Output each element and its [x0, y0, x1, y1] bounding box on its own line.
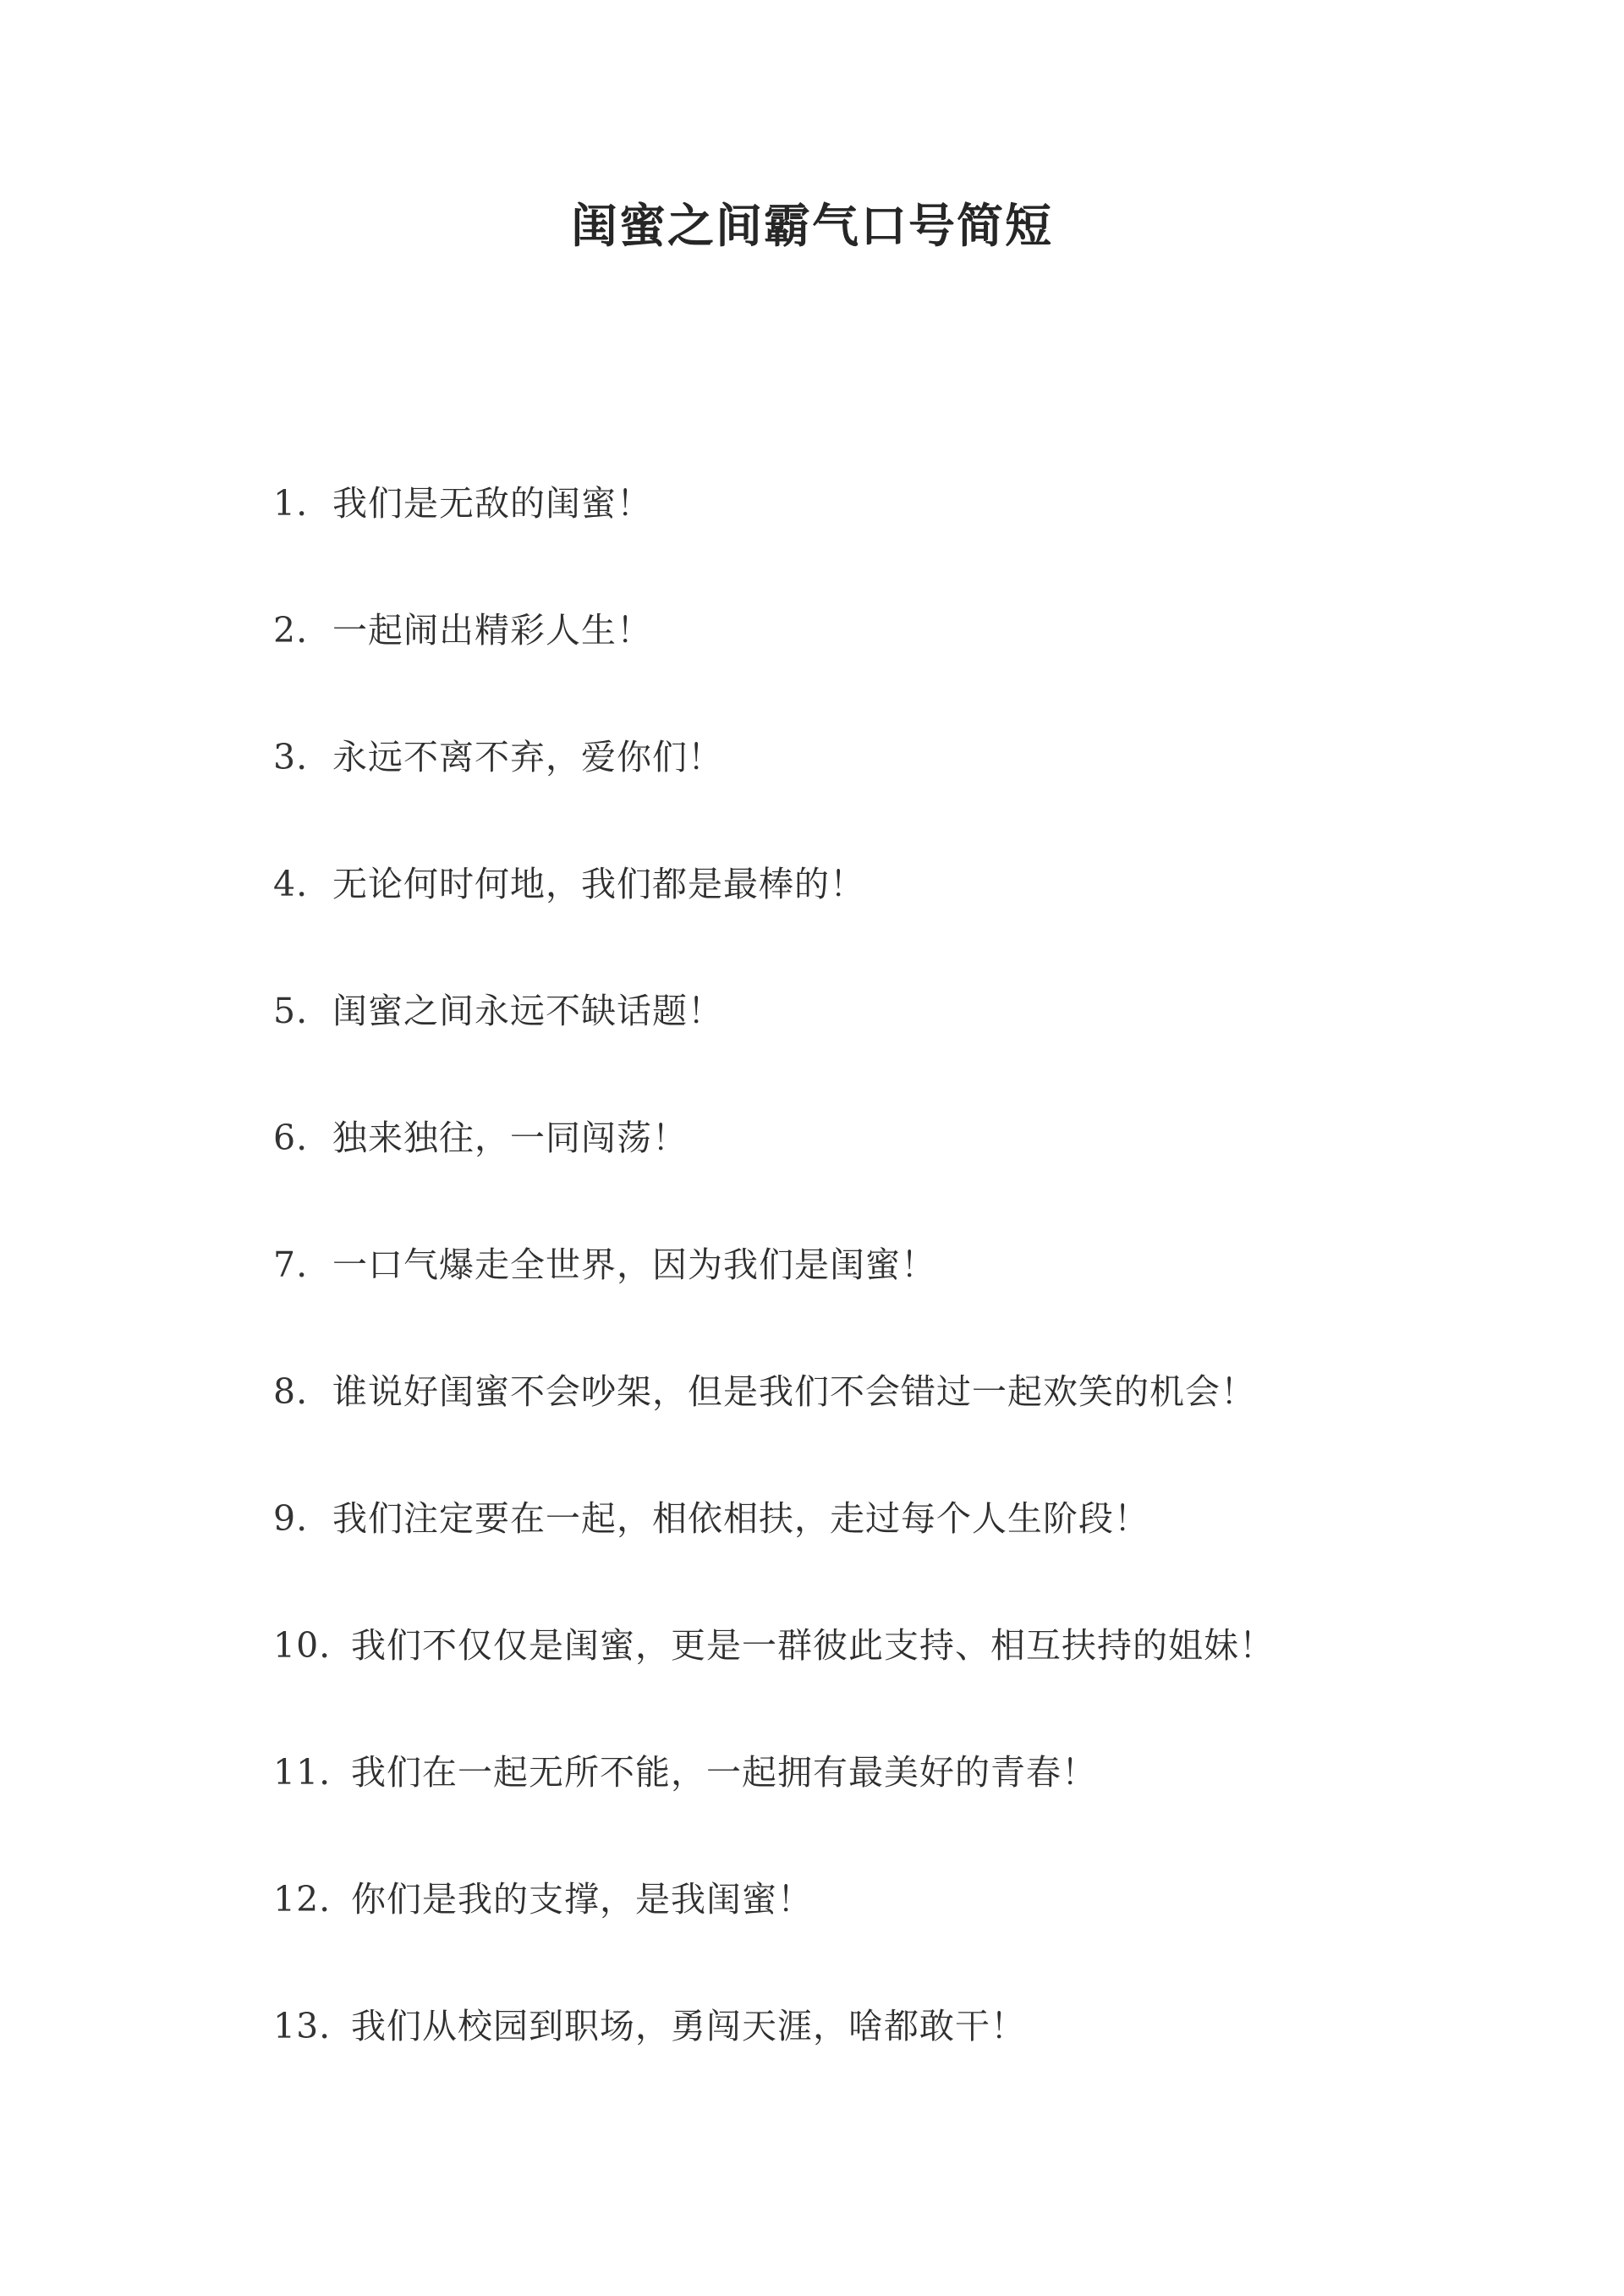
- list-item: [273, 1582, 1457, 1709]
- item-text: 我们不仅仅是闺蜜，更是一群彼此支持、相互扶持的姐妹！: [351, 1625, 1275, 1666]
- list-item: [273, 1074, 1457, 1201]
- item-text: 独来独往，一同闯荡！: [332, 1118, 688, 1158]
- item-text: 我们是无敌的闺蜜！: [332, 483, 652, 524]
- item-number: 4.: [273, 864, 309, 904]
- item-number: 6.: [273, 1118, 309, 1158]
- item-number: 12.: [273, 1879, 332, 1920]
- list-item: [273, 1963, 1457, 2090]
- list-item: [273, 1709, 1457, 1836]
- item-number: 1.: [273, 483, 309, 524]
- item-text: 闺蜜之间永远不缺话题！: [332, 991, 723, 1031]
- item-number: 7.: [273, 1244, 309, 1285]
- item-text: 我们从校园到职场，勇闯天涯，啥都敢干！: [351, 2006, 1026, 2046]
- list-item: [273, 1836, 1457, 1963]
- item-number: 11.: [273, 1752, 332, 1793]
- item-number: 10.: [273, 1625, 332, 1666]
- item-number: 8.: [273, 1371, 309, 1412]
- item-number: 9.: [273, 1498, 309, 1539]
- item-text: 永远不离不弃，爱你们！: [332, 737, 723, 777]
- list-item: [273, 567, 1457, 694]
- item-number: 3.: [273, 737, 309, 777]
- item-text: 我们注定要在一起，相依相扶，走过每个人生阶段！: [332, 1498, 1149, 1539]
- item-text: 一起闹出精彩人生！: [332, 610, 652, 651]
- item-number: 5.: [273, 991, 309, 1031]
- slogan-list: [273, 440, 1457, 2090]
- list-item: [273, 1328, 1457, 1455]
- list-item: [273, 694, 1457, 821]
- item-text: 一口气爆走全世界，因为我们是闺蜜！: [332, 1244, 936, 1285]
- list-item: [273, 948, 1457, 1074]
- item-text: 你们是我的支撑，是我闺蜜！: [351, 1879, 813, 1920]
- list-item: [273, 1201, 1457, 1328]
- document-title: 闺蜜之间霸气口号简短: [570, 198, 1053, 253]
- item-text: 谁说好闺蜜不会吵架，但是我们不会错过一起欢笑的机会！: [332, 1371, 1256, 1412]
- item-text: 无论何时何地，我们都是最棒的！: [332, 864, 865, 904]
- list-item: [273, 1455, 1457, 1582]
- list-item: [273, 440, 1457, 567]
- item-number: 2.: [273, 610, 309, 651]
- list-item: [273, 821, 1457, 948]
- item-text: 我们在一起无所不能，一起拥有最美好的青春！: [351, 1752, 1097, 1793]
- item-number: 13.: [273, 2006, 332, 2046]
